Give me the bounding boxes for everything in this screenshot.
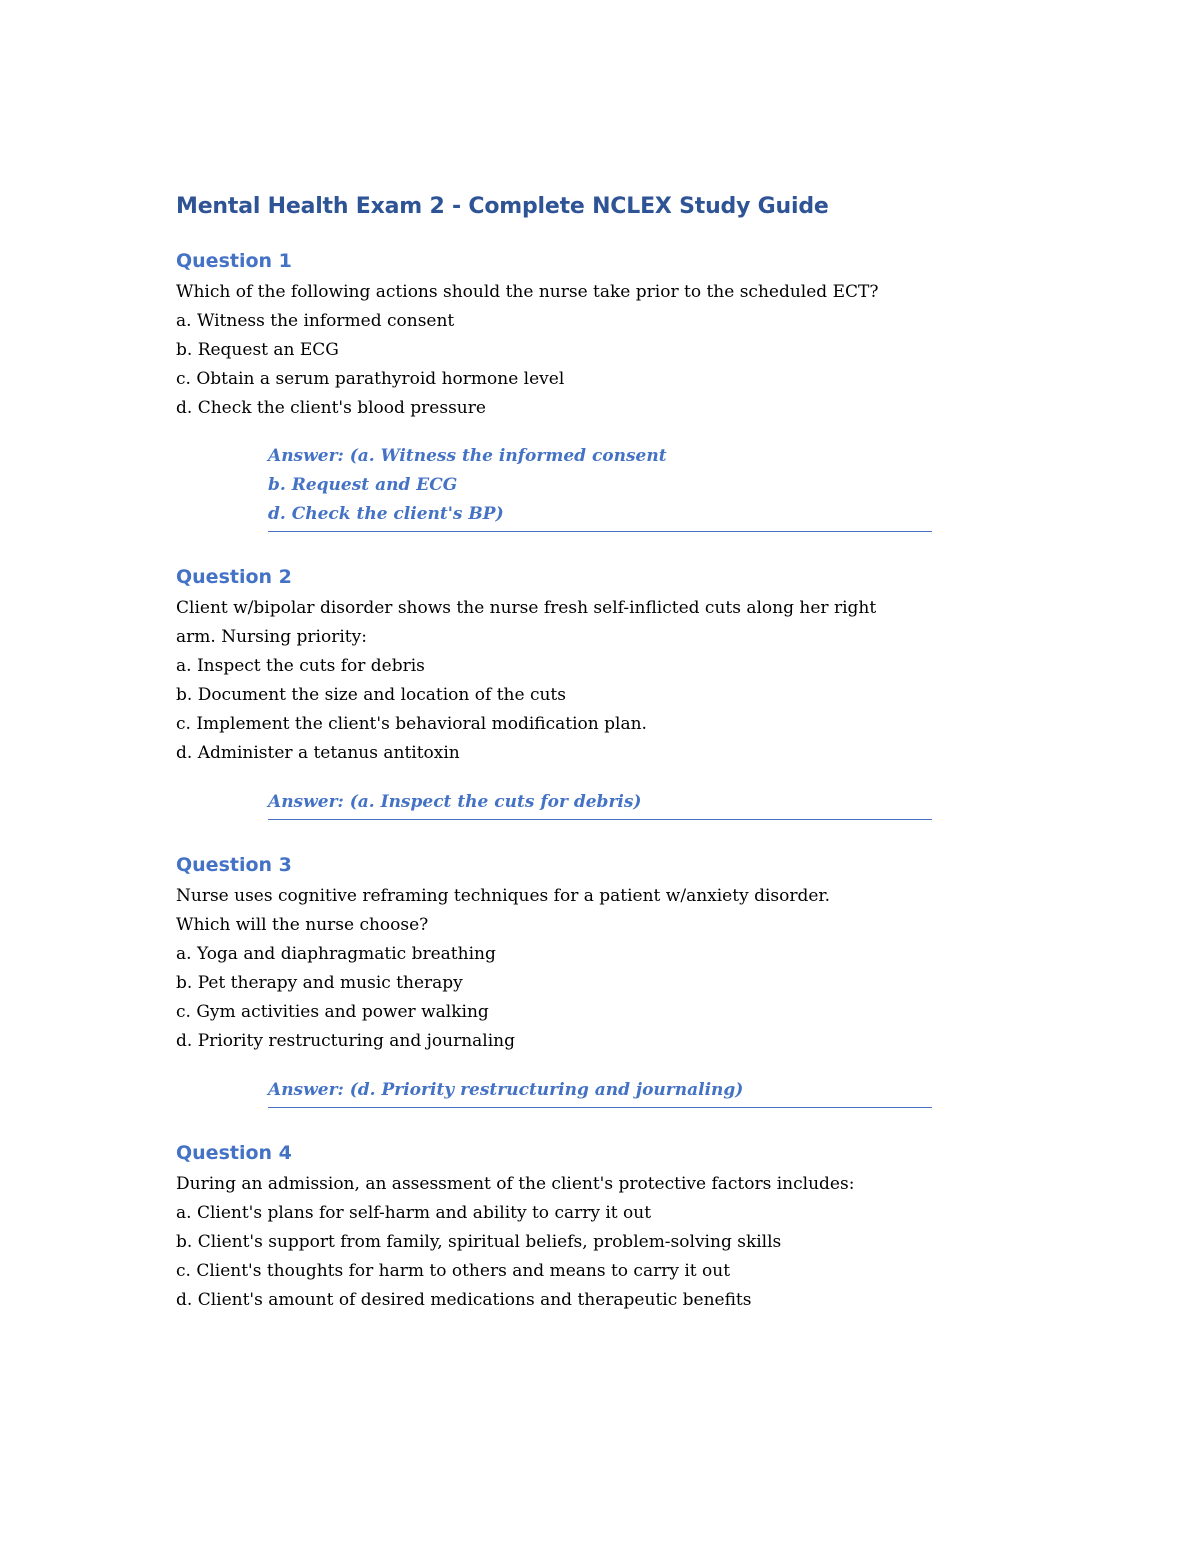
- answer-option-c: c. Client's thoughts for harm to others and means to carry it out: [176, 1261, 731, 1281]
- question-heading: Question 2: [176, 566, 292, 588]
- answer-option-c: c. Implement the client's behavioral modification plan.: [176, 714, 647, 734]
- question-heading: Question 3: [176, 854, 292, 876]
- answer-option-d: d. Check the client's blood pressure: [176, 398, 486, 418]
- question-body: [176, 278, 946, 423]
- question-heading: Question 4: [176, 1142, 292, 1164]
- answer-option-a: a. Client's plans for self-harm and ability to carry it out: [176, 1203, 652, 1223]
- question-2: [176, 560, 946, 820]
- question-1: [176, 244, 946, 532]
- answer-text: Answer: (a. Witness the informed consent: [268, 446, 667, 466]
- question-stem: Client w/bipolar disorder shows the nurse fresh self-inflicted cuts along her right: [176, 598, 877, 618]
- answer-option-a: a. Witness the informed consent: [176, 311, 455, 331]
- question-stem: Which of the following actions should the nurse take prior to the scheduled ECT?: [176, 282, 879, 302]
- answer-option-a: a. Yoga and diaphragmatic breathing: [176, 944, 496, 964]
- document-content: [176, 188, 946, 1315]
- answer-text: d. Check the client's BP): [268, 504, 504, 524]
- answer-option-d: d. Administer a tetanus antitoxin: [176, 743, 460, 763]
- question-body: [176, 1170, 946, 1315]
- answer-option-b: b. Document the size and location of the cuts: [176, 685, 566, 705]
- answer-text: Answer: (a. Inspect the cuts for debris): [268, 792, 642, 812]
- question-stem: arm. Nursing priority:: [176, 627, 367, 647]
- document-title: Mental Health Exam 2 - Complete NCLEX Study Guide: [176, 194, 829, 219]
- question-body: [176, 594, 946, 768]
- question-4: [176, 1136, 946, 1315]
- question-stem: Which will the nurse choose?: [176, 915, 429, 935]
- question-body: [176, 882, 946, 1056]
- question-stem: Nurse uses cognitive reframing techniques for a patient w/anxiety disorder.: [176, 886, 831, 906]
- question-3: [176, 848, 946, 1108]
- answer-option-b: b. Pet therapy and music therapy: [176, 973, 463, 993]
- answer-key: [268, 442, 932, 532]
- answer-text: Answer: (d. Priority restructuring and journaling): [268, 1080, 744, 1100]
- answer-option-d: d. Client's amount of desired medications and therapeutic benefits: [176, 1290, 752, 1310]
- answer-option-b: b. Client's support from family, spiritual beliefs, problem-solving skills: [176, 1232, 782, 1252]
- answer-text: b. Request and ECG: [268, 475, 458, 495]
- answer-key: [268, 788, 932, 820]
- question-heading: Question 1: [176, 250, 292, 272]
- answer-option-d: d. Priority restructuring and journaling: [176, 1031, 515, 1051]
- answer-option-a: a. Inspect the cuts for debris: [176, 656, 425, 676]
- answer-key: [268, 1076, 932, 1108]
- answer-option-b: b. Request an ECG: [176, 340, 339, 360]
- answer-option-c: c. Gym activities and power walking: [176, 1002, 489, 1022]
- question-stem: During an admission, an assessment of the client's protective factors includes:: [176, 1174, 855, 1194]
- answer-option-c: c. Obtain a serum parathyroid hormone level: [176, 369, 565, 389]
